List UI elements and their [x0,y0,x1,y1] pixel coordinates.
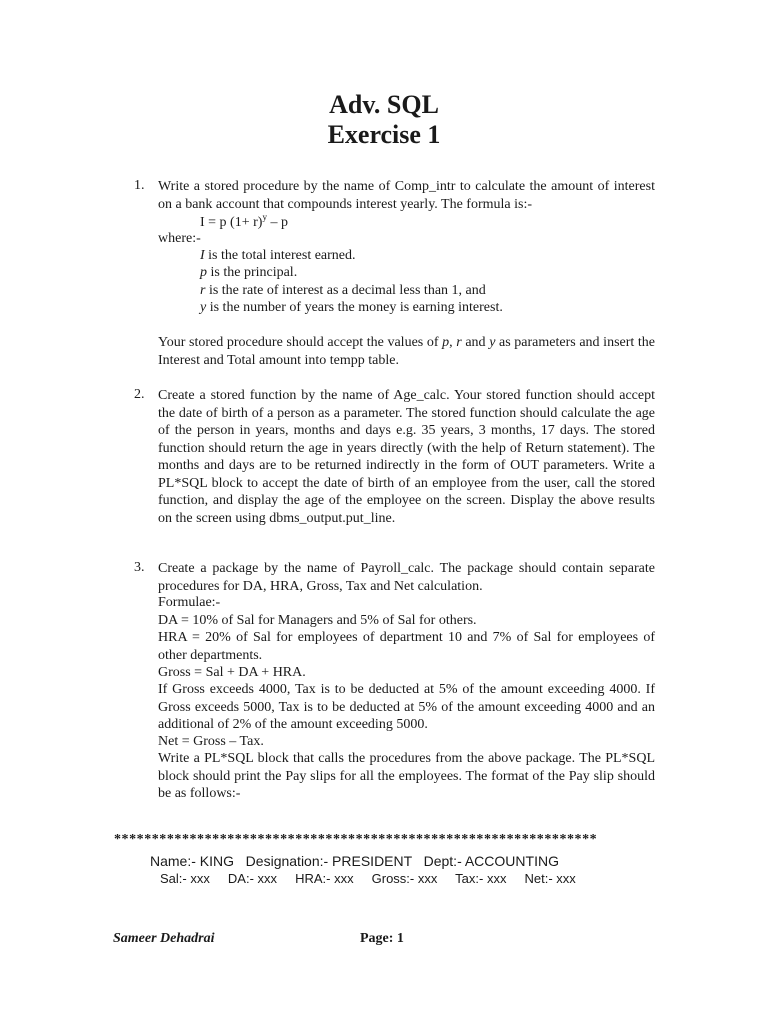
q3-tax-rule: If Gross exceeds 4000, Tax is to be deducted at 5% of the amount exceeding 4000. If Gross exceeds 5000, Tax is to be deducted at 5% of the amount exceeding 4000 and an additional of 2% of the amount exceeding 5000. [158,682,655,732]
q2-number: 2. [134,387,145,402]
q1-def-p: p is the principal. [200,265,298,280]
q3-intro: Create a package by the name of Payroll_calc. The package should contain separate procedures for DA, HRA, Gross, Tax and Net calculation. [158,561,655,594]
q1-def-r: r is the rate of interest as a decimal less than 1, and [200,283,486,298]
q2-text: Create a stored function by the name of Age_calc. Your stored function should accept the date of birth of a person as a parameter. The stored function should calculate the age of the person in years, months and days e.g. 35 years, 3 months, 17 days. The stored function should return the age in years directly (with the help of Return statement). The months and days are to be returned indirectly in the form of OUT parameters. Write a PL*SQL block to accept the date of birth of an employee from the user, call the stored function, and display the age of the employee on the screen. Display the above results on the screen using dbms_output.put_line. [158,388,655,526]
q3-hra-formula: HRA = 20% of Sal for employees of department 10 and 7% of Sal for employees of other departments. [158,630,655,663]
footer-author: Sameer Dehadrai [113,931,215,946]
q1-number: 1. [134,178,145,193]
q3-gross-formula: Gross = Sal + DA + HRA. [158,665,306,680]
q1-intro: Write a stored procedure by the name of Comp_intr to calculate the amount of interest on a bank account that compounds interest yearly. The formula is:- [158,179,655,212]
payslip-line-2: Sal:- xxx DA:- xxx HRA:- xxx Gross:- xxx Tax:- xxx Net:- xxx [160,871,576,886]
q3-net-formula: Net = Gross – Tax. [158,734,264,749]
q1-def-y: y is the number of years the money is earning interest. [200,300,503,315]
q1-def-i: I is the total interest earned. [200,248,356,263]
q3-da-formula: DA = 10% of Sal for Managers and 5% of Sal for others. [158,613,477,628]
footer-page-number: Page: 1 [360,931,404,946]
q1-formula: I = p $(1+ r)^y - p$ [200,212,288,230]
q3-final: Write a PL*SQL block that calls the procedures from the above package. The PL*SQL block should print the Pay slips for all the employees. The format of the Pay slip should be as follows:- [158,751,655,801]
document-subtitle: Exercise 1 [327,120,441,149]
payslip-separator: **************************************************************** [114,832,598,847]
document-title: Adv. SQL [329,90,439,119]
q1-where-label: where:- [158,231,201,246]
payslip-line-1: Name:- KING Designation:- PRESIDENT Dept:- ACCOUNTING [150,853,559,869]
q1-closing: Your stored procedure should accept the values of p, r and y as parameters and insert the Interest and Total amount into tempp table. [158,335,656,368]
q3-number: 3. [134,560,145,575]
q3-formulae-label: Formulae:- [158,595,221,610]
